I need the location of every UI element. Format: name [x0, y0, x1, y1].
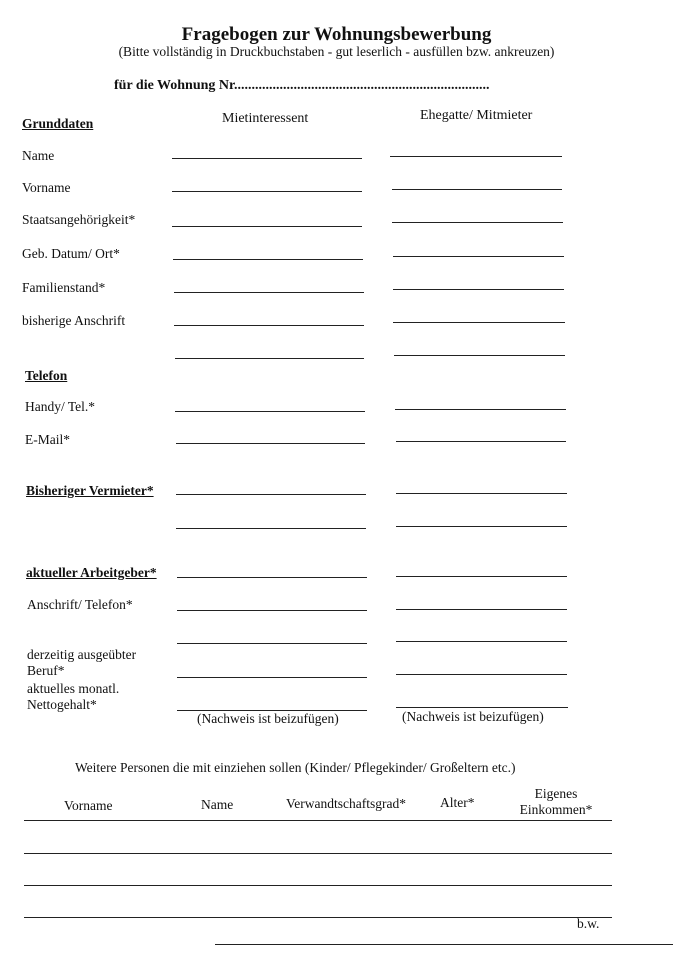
ag-anschrift-spouse-line[interactable] — [396, 609, 567, 610]
label-familienstand: Familienstand* — [22, 280, 106, 295]
ag-anschrift-applicant-line-2[interactable] — [177, 643, 367, 644]
email-spouse-line[interactable] — [396, 441, 566, 442]
email-applicant-line[interactable] — [176, 443, 365, 444]
handy-applicant-line[interactable] — [175, 411, 365, 412]
familienstand-applicant-line[interactable] — [174, 292, 364, 293]
anschrift-applicant-line-1[interactable] — [174, 325, 364, 326]
staat-applicant-line[interactable] — [172, 226, 362, 227]
label-bisherige-anschrift: bisherige Anschrift — [22, 313, 126, 328]
table-header-einkommen: Eigenes Einkommen* — [519, 786, 593, 817]
nachweis-note-spouse: (Nachweis ist beizufügen) — [402, 709, 544, 724]
handy-spouse-line[interactable] — [395, 409, 566, 410]
label-beruf: derzeitig ausgeübter Beruf* — [27, 647, 137, 678]
label-geburtsdatum-ort: Geb. Datum/ Ort* — [22, 246, 120, 261]
ag-anschrift-applicant-line[interactable] — [177, 610, 367, 611]
geb-applicant-line[interactable] — [173, 259, 363, 260]
name-spouse-line[interactable] — [390, 156, 562, 157]
bitte-wenden-note: b.w. — [577, 916, 600, 931]
beruf-spouse-line[interactable] — [396, 674, 567, 675]
label-staatsangehoerigkeit: Staatsangehörigkeit* — [22, 212, 136, 227]
vermieter-spouse-line-1[interactable] — [396, 493, 567, 494]
column-header-applicant: Mietinteressent — [222, 111, 309, 126]
section-bisheriger-vermieter: Bisheriger Vermieter* — [26, 483, 154, 498]
label-email: E-Mail* — [25, 432, 70, 447]
staat-spouse-line[interactable] — [392, 222, 563, 223]
footer-rule — [215, 944, 673, 945]
anschrift-spouse-line-1[interactable] — [393, 322, 565, 323]
form-subtitle: (Bitte vollständig in Druckbuchstaben - gut leserlich - ausfüllen bzw. ankreuzen) — [118, 44, 555, 59]
nachweis-note-applicant: (Nachweis ist beizufügen) — [197, 711, 339, 726]
vorname-applicant-line[interactable] — [172, 191, 362, 192]
section-telefon: Telefon — [25, 368, 68, 383]
vorname-spouse-line[interactable] — [392, 189, 562, 190]
section-aktueller-arbeitgeber: aktueller Arbeitgeber* — [26, 565, 157, 580]
persons-intro: Weitere Personen die mit einziehen sollen (Kinder/ Pflegekinder/ Großeltern etc.) — [75, 760, 516, 775]
label-vorname: Vorname — [22, 180, 71, 195]
table-header-vorname: Vorname — [64, 798, 113, 813]
beruf-applicant-line[interactable] — [177, 677, 367, 678]
persons-row-line-2[interactable] — [24, 885, 612, 886]
label-anschrift-telefon: Anschrift/ Telefon* — [27, 597, 133, 612]
table-header-alter: Alter* — [440, 795, 475, 810]
anschrift-spouse-line-2[interactable] — [394, 355, 565, 356]
persons-table-header-rule — [24, 820, 612, 821]
persons-row-line-1[interactable] — [24, 853, 612, 854]
ag-anschrift-spouse-line-2[interactable] — [396, 641, 567, 642]
label-name: Name — [22, 148, 55, 163]
label-handy-tel: Handy/ Tel.* — [25, 399, 96, 414]
section-grunddaten: Grunddaten — [22, 116, 94, 131]
persons-row-line-3[interactable] — [24, 917, 612, 918]
gehalt-spouse-line[interactable] — [396, 707, 568, 708]
geb-spouse-line[interactable] — [393, 256, 564, 257]
arbeitgeber-applicant-line[interactable] — [177, 577, 367, 578]
table-header-name: Name — [201, 797, 234, 812]
familienstand-spouse-line[interactable] — [393, 289, 564, 290]
name-applicant-line[interactable] — [172, 158, 362, 159]
label-nettogehalt: aktuelles monatl. Nettogehalt* — [27, 681, 120, 712]
form-title: Fragebogen zur Wohnungsbewerbung — [181, 24, 492, 45]
vermieter-spouse-line-2[interactable] — [396, 526, 567, 527]
column-header-spouse: Ehegatte/ Mitmieter — [420, 108, 533, 123]
table-header-verwandtschaftsgrad: Verwandtschaftsgrad* — [286, 796, 406, 811]
wohnung-number-field[interactable]: für die Wohnung Nr......................................................................... — [114, 78, 490, 93]
anschrift-applicant-line-2[interactable] — [175, 358, 364, 359]
vermieter-applicant-line-1[interactable] — [176, 494, 366, 495]
vermieter-applicant-line-2[interactable] — [176, 528, 366, 529]
arbeitgeber-spouse-line[interactable] — [396, 576, 567, 577]
